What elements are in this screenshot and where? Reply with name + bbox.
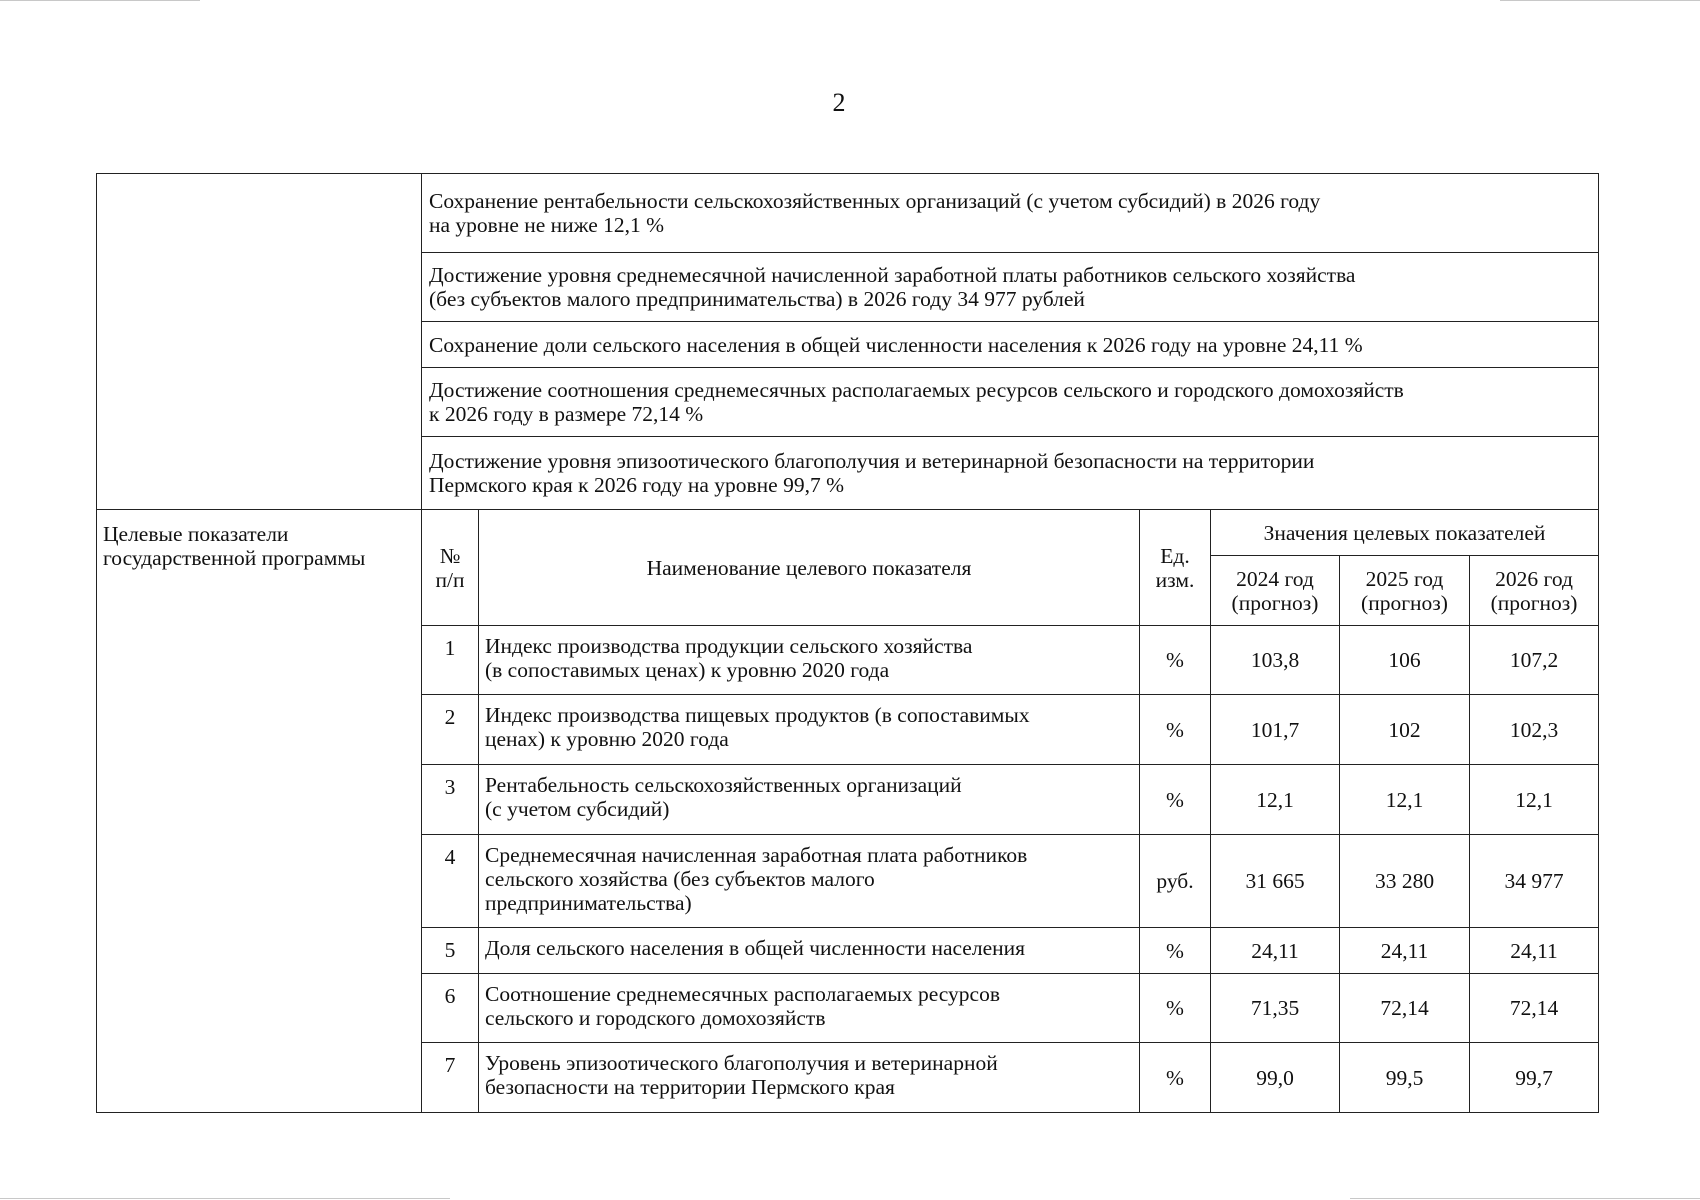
row-num: 2 (422, 695, 479, 765)
goal-text (422, 322, 1599, 368)
row-num: 5 (422, 928, 479, 974)
row-value-2024: 103,8 (1211, 626, 1340, 695)
row-unit: % (1140, 765, 1211, 835)
header-values-group: Значения целевых показателей (1211, 510, 1599, 556)
row-value-2025: 72,14 (1340, 974, 1470, 1043)
row-name: Доля сельского населения в общей численности населения (479, 928, 1140, 974)
row-value-2026: 12,1 (1470, 765, 1599, 835)
row-value-2024: 101,7 (1211, 695, 1340, 765)
row-name: Уровень эпизоотического благополучия и ветеринарной безопасности на территории Пермского края (479, 1043, 1140, 1113)
program-table (96, 173, 1599, 1113)
row-name: Среднемесячная начисленная заработная плата работников сельского хозяйства (без субъектов малого предпринимательства) (479, 835, 1140, 928)
row-value-2024: 12,1 (1211, 765, 1340, 835)
row-value-2026: 24,11 (1470, 928, 1599, 974)
row-value-2026: 102,3 (1470, 695, 1599, 765)
header-year-2025: 2025 год (прогноз) (1340, 556, 1470, 626)
row-value-2025: 24,11 (1340, 928, 1470, 974)
row-value-2026: 99,7 (1470, 1043, 1599, 1113)
row-value-2024: 24,11 (1211, 928, 1340, 974)
page-number: 2 (832, 88, 846, 117)
row-num: 3 (422, 765, 479, 835)
goal-4: Достижение соотношения среднемесячных располагаемых ресурсов сельского и городского домохозяйств к 2026 году в размере 72,14 % (429, 378, 1404, 426)
row-name: Индекс производства пищевых продуктов (в сопоставимых ценах) к уровню 2020 года (479, 695, 1140, 765)
row-value-2024: 99,0 (1211, 1043, 1340, 1113)
header-unit: Ед. изм. (1140, 510, 1211, 626)
goal-text (422, 437, 1599, 510)
row-num: 6 (422, 974, 479, 1043)
row-value-2025: 33 280 (1340, 835, 1470, 928)
scan-edge-bottom (0, 1198, 450, 1199)
goal-1: Сохранение рентабельности сельскохозяйственных организаций (с учетом субсидий) в 2026 году на уровне не ниже 12,1 % (429, 189, 1321, 237)
row-name: Рентабельность сельскохозяйственных организаций (с учетом субсидий) (479, 765, 1140, 835)
row-unit: % (1140, 1043, 1211, 1113)
row-unit: % (1140, 695, 1211, 765)
goal-row (97, 174, 1599, 253)
header-num: № п/п (422, 510, 479, 626)
row-num: 4 (422, 835, 479, 928)
row-name: Индекс производства продукции сельского хозяйства (в сопоставимых ценах) к уровню 2020 года (479, 626, 1140, 695)
header-year-2026: 2026 год (прогноз) (1470, 556, 1599, 626)
scan-edge-top (0, 0, 200, 1)
goal-text (422, 368, 1599, 437)
row-value-2025: 12,1 (1340, 765, 1470, 835)
scan-edge-bottom-right (1350, 1198, 1700, 1199)
indicators-header-row (97, 510, 1599, 556)
goal-3: Сохранение доли сельского населения в общей численности населения к 2026 году на уровне 24,11 % (429, 332, 1363, 357)
goal-5: Достижение уровня эпизоотического благополучия и ветеринарной безопасности на территории Пермского края к 2026 году на уровне 99,7 % (429, 449, 1315, 497)
row-num: 1 (422, 626, 479, 695)
row-unit: % (1140, 928, 1211, 974)
row-value-2026: 34 977 (1470, 835, 1599, 928)
goal-2: Достижение уровня среднемесячной начисленной заработной платы работников сельского хозяйства (без субъектов малого предпринимательства) в 2026 году 34 977 рублей (429, 263, 1356, 311)
goals-label-cell (97, 174, 422, 510)
goal-text (422, 253, 1599, 322)
row-unit: руб. (1140, 835, 1211, 928)
row-value-2025: 99,5 (1340, 1043, 1470, 1113)
row-value-2026: 72,14 (1470, 974, 1599, 1043)
row-value-2024: 71,35 (1211, 974, 1340, 1043)
row-unit: % (1140, 626, 1211, 695)
header-name: Наименование целевого показателя (479, 510, 1140, 626)
header-year-2024: 2024 год (прогноз) (1211, 556, 1340, 626)
row-value-2025: 102 (1340, 695, 1470, 765)
row-value-2024: 31 665 (1211, 835, 1340, 928)
row-value-2025: 106 (1340, 626, 1470, 695)
row-name: Соотношение среднемесячных располагаемых ресурсов сельского и городского домохозяйств (479, 974, 1140, 1043)
indicators-label: Целевые показатели государственной программы (97, 510, 422, 1113)
scan-edge-top-right (1500, 0, 1700, 1)
row-num: 7 (422, 1043, 479, 1113)
row-unit: % (1140, 974, 1211, 1043)
goal-text (422, 174, 1599, 253)
row-value-2026: 107,2 (1470, 626, 1599, 695)
